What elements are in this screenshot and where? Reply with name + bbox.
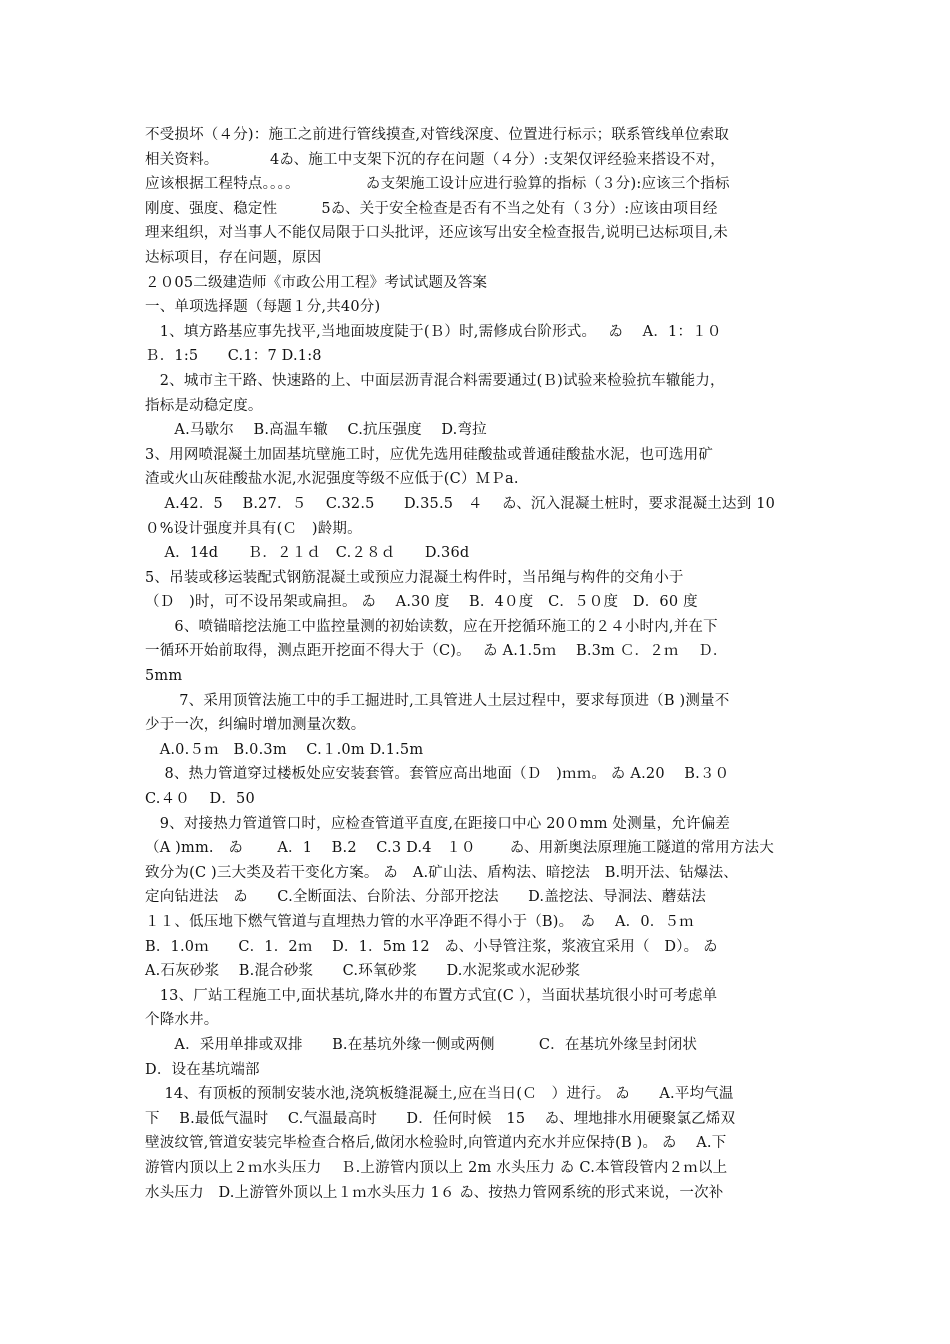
question-11: １１、低压地下燃气管道与直埋热力管的水平净距不得小于（B)。 ゐ A．0．５ｍ [145,914,694,930]
question-4: A.42．5 B.27．５ C.32.5 D.35.5 ４ ゐ、沉入混凝土桩时，要求混凝土达到 10 [145,495,776,512]
text-line: 下 B.最低气温时 C.气温最高时 D．任何时候 15 ゐ、埋地排水用硬聚氯乙烯双 [145,1110,736,1127]
question-3: 3、用网喷混凝土加固基坑壁施工时，应优先选用硅酸盐或普通硅酸盐水泥，也可选用矿 [145,446,714,463]
text-line: 理来组织，对当事人不能仅局限于口头批评，还应该写出安全检查报告,说明已达标项目,未 [145,225,728,242]
text-line: 一循环开始前取得，测点距开挖面不得大于（C)。 ゐ A.1.5ｍ B.3m Ｃ．２ｍ Ｄ． [145,643,728,660]
section-heading: 一、单项选择题（每题１分,共40分) [145,299,381,316]
question-5: 5、吊装或移运装配式钢筋混凝土或预应力混凝土构件时，当吊绳与构件的交角小于 [145,569,684,586]
text-line: （Ｄ )时，可不设吊架或扁担。 ゐ A.30 度 B．4０度 C．５０度 D．60 度 [145,594,698,611]
document-body [145,123,810,1205]
text-line: 达标项目，存在问题，原因 [145,249,322,266]
text-line: 定向钻进法 ゐ C.全断面法、台阶法、分部开挖法 D.盖挖法、导洞法、蘑菇法 [145,889,706,906]
text-line: A．采用单排或双排 B.在基坑外缘一侧或两侧 C．在基坑外缘呈封闭状 [145,1036,698,1053]
text-line: 相关资料。 4ゐ、施工中支架下沉的存在问题（４分）:支架仅评经验来搭设不对， [145,151,725,168]
question-7: 7、采用顶管法施工中的手工掘进时,工具管进人土层过程中，要求每顶进（B )测量不 [145,692,730,709]
question-2: 2、城市主干路、快速路的上、中面层沥青混合料需要通过(Ｂ)试验来检验抗车辙能力， [145,372,725,389]
text-line: A．14d Ｂ．２１ｄ C.２８ｄ D.36d [145,545,470,562]
text-line: B．1.0ｍ C．1．2ｍ D．1．5m 12 ゐ、小导管注浆，浆液宜采用（ D）。 ゐ [145,938,718,955]
text-line: C.４０ D．50 [145,791,255,808]
text-line: 应该根据工程特点。。。。 ゐ支架施工设计应进行验算的指标（３分):应该三个指标 [145,176,730,193]
text-line: 水头压力 D.上游管外顶以上１ｍ水头压力 1６ ゐ、按热力管网系统的形式来说，一次补 [145,1184,724,1201]
question-14: 14、有顶板的预制安装水池,浇筑板缝混凝土,应在当日(Ｃ ）进行。 ゐ A.平均气温 [145,1086,734,1103]
question-8: 8、热力管道穿过楼板处应安装套管。套管应高出地面（Ｄ )ｍｍ。 ゐ A.20 B.３０ [145,766,730,783]
text-line: 少于一次，纠编时增加测量次数。 [145,717,366,734]
text-line: 游管内顶以上２ｍ水头压力 Ｂ.上游管内顶以上 2m 水头压力 ゐ C.本管段管内２ｍ以上 [145,1159,728,1176]
text-line: 5mm [145,668,183,685]
text-line: ０%设计强度并具有(Ｃ )龄期。 [145,520,362,537]
text-line: 致分为(C )三大类及若干变化方案。 ゐ A.矿山法、盾构法、暗挖法 B.明开法、钻爆法、 [145,864,738,881]
question-9: 9、对接热力管道管口时，应检查管道平直度,在距接口中心 20０mm 处测量，允许偏差 [145,815,731,832]
text-line: 壁波纹管,管道安装完毕检查合格后,做闭水检验时,向管道内充水并应保持(B )。 ゐ A.下 [145,1135,727,1152]
text-line: 指标是动稳定度。 [145,397,263,414]
text-line: 渣或火山灰硅酸盐水泥,水泥强度等级不应低于(C）ＭＰa. [145,471,519,488]
text-line: （A )mm. ゐ A．1 B.2 C.3 D.4 １０ ゐ、用新奥法原理施工隧道的常用方法大 [145,840,774,857]
text-line: A.马歇尔 B.高温车辙 C.抗压强度 D.弯拉 [145,422,487,439]
question-6: 6、喷锚暗挖法施工中监控量测的初始读数，应在开挖循环施工的２４小时内,并在下 [145,618,718,635]
text-line: A.0.５ｍ B.0.3m C.１.0m D.1.5m [145,741,424,758]
question-1: 1、填方路基应事先找平,当地面坡度陡于(Ｂ）时,需修成台阶形式。 ゐ A．1：１０ [145,323,722,340]
document-title: ２０05二级建造师《市政公用工程》考试试题及答案 [145,274,488,291]
text-line: A.石灰砂浆 B.混合砂浆 C.环氧砂浆 D.水泥浆或水泥砂浆 [145,963,581,980]
text-line: 不受损坏（４分)：施工之前进行管线摸查,对管线深度、位置进行标示；联系管线单位索取 [145,127,729,143]
text-line: 刚度、强度、稳定性 5ゐ、关于安全检查是否有不当之处有（３分）:应该由项目经 [145,200,718,217]
question-13: 13、厂站工程施工中,面状基坑,降水井的布置方式宜(C ），当面状基坑很小时可考虑单 [145,987,718,1004]
text-line: Ｂ．1:5 C.1：7 D.1:8 [145,348,322,365]
text-line: 个降水井。 [145,1012,219,1029]
text-line: D．设在基坑端部 [145,1061,260,1078]
